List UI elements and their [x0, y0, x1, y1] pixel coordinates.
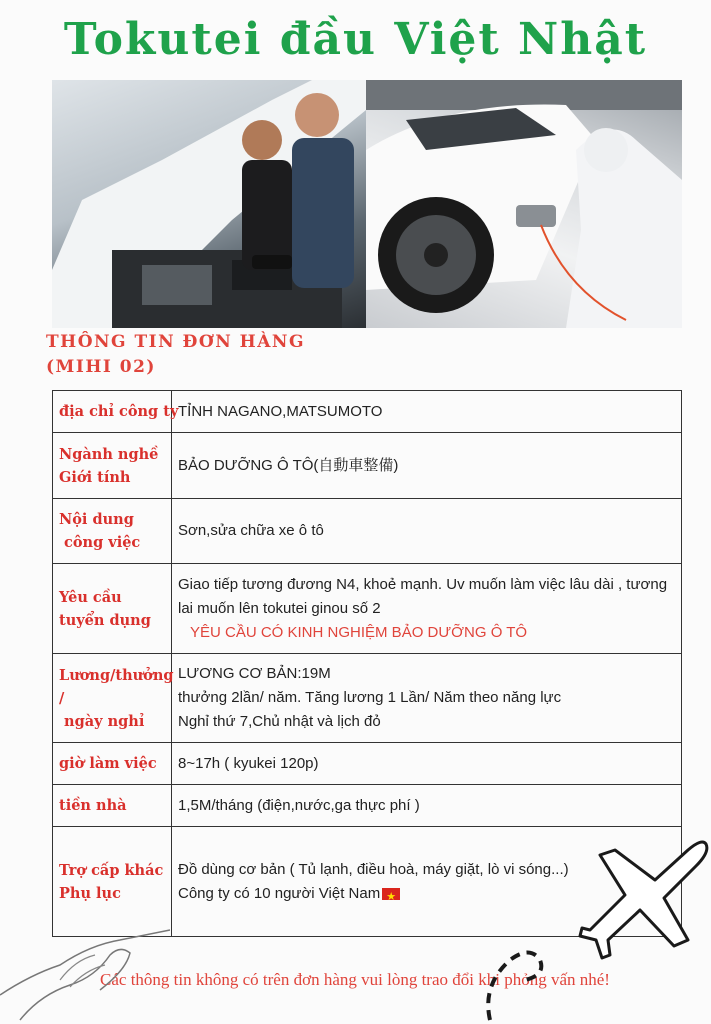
row-value-line: TỈNH NAGANO,MATSUMOTO [178, 402, 383, 420]
experience-requirement: YÊU CẦU CÓ KINH NGHIỆM BẢO DƯỠNG Ô TÔ [190, 623, 528, 641]
row-value-line: Đồ dùng cơ bản ( Tủ lạnh, điều hoà, máy giặt, lò vi sóng...) [178, 860, 569, 878]
table-row [53, 433, 682, 499]
row-label [53, 564, 172, 654]
dashed-path-icon [480, 945, 550, 1024]
row-label-line: giờ làm việc [59, 755, 157, 772]
row-label-line: tuyển dụng [59, 611, 151, 629]
row-value-line: BẢO DƯỠNG Ô TÔ(自動車整備) [178, 456, 399, 474]
row-label-line: ngày nghỉ [59, 712, 145, 730]
row-label [53, 433, 172, 499]
table-row [53, 499, 682, 564]
handshake-icon [0, 925, 180, 1024]
order-code: (MIHI 02) [46, 357, 156, 377]
table-row [53, 743, 682, 785]
footer-note: Các thông tin không có trên đơn hàng vui lòng trao đổi khi phỏng vấn nhé! [100, 970, 610, 989]
table-row [53, 391, 682, 433]
row-label [53, 499, 172, 564]
row-label-line: địa chỉ công ty [59, 403, 179, 420]
row-label-line: tiền nhà [59, 797, 127, 814]
row-value [172, 499, 682, 564]
row-label-line: Trợ cấp khác [59, 861, 164, 879]
row-label [53, 391, 179, 433]
row-value [172, 433, 682, 499]
order-info-heading [46, 330, 305, 380]
row-label [53, 827, 172, 937]
table-row [53, 654, 682, 743]
row-label [53, 743, 172, 785]
row-label-line: Yêu cầu [59, 588, 122, 606]
row-value [172, 654, 682, 743]
row-value-line: 1,5M/tháng (điện,nước,ga thực phí ) [178, 796, 420, 814]
row-value [172, 743, 682, 785]
row-label-line: Giới tính [59, 468, 131, 486]
row-value [172, 391, 682, 433]
row-label-line: / [59, 689, 65, 707]
row-label-line: Nội dung [59, 511, 134, 528]
row-value-line: LƯƠNG CƠ BẢN:19M [178, 665, 331, 682]
row-value-line: 8~17h ( kyukei 120p) [178, 754, 319, 772]
car-painting-photo [366, 80, 682, 328]
row-value-line: Công ty có 10 người Việt Nam★ [178, 882, 675, 906]
row-value [172, 564, 682, 654]
row-label-line: Lương/thưởng [59, 666, 174, 684]
table-row [53, 564, 682, 654]
row-label [53, 785, 172, 827]
airplane-icon [560, 810, 710, 980]
vietnam-flag-icon [382, 888, 400, 900]
order-info-title: THÔNG TIN ĐƠN HÀNG [46, 332, 305, 352]
row-label-line: công việc [59, 534, 141, 551]
row-value-line: thưởng 2lần/ năm. Tăng lương 1 Lần/ Năm theo năng lực [178, 689, 562, 706]
row-label-line: Phụ lục [59, 884, 121, 902]
row-value-line: Nghỉ thứ 7,Chủ nhật và lịch đỏ [178, 713, 381, 730]
page-title: Tokutei đầu Việt Nhật [63, 14, 648, 65]
row-value-line: Giao tiếp tương đương N4, khoẻ mạnh. Uv muốn làm việc lâu dài , tương lai muốn lên tokutei ginou số 2 [178, 575, 668, 617]
mechanics-photo [52, 80, 366, 328]
row-value-line: Sơn,sửa chữa xe ô tô [178, 522, 324, 539]
row-label-line: Ngành nghề [59, 445, 159, 463]
row-label [53, 654, 172, 743]
